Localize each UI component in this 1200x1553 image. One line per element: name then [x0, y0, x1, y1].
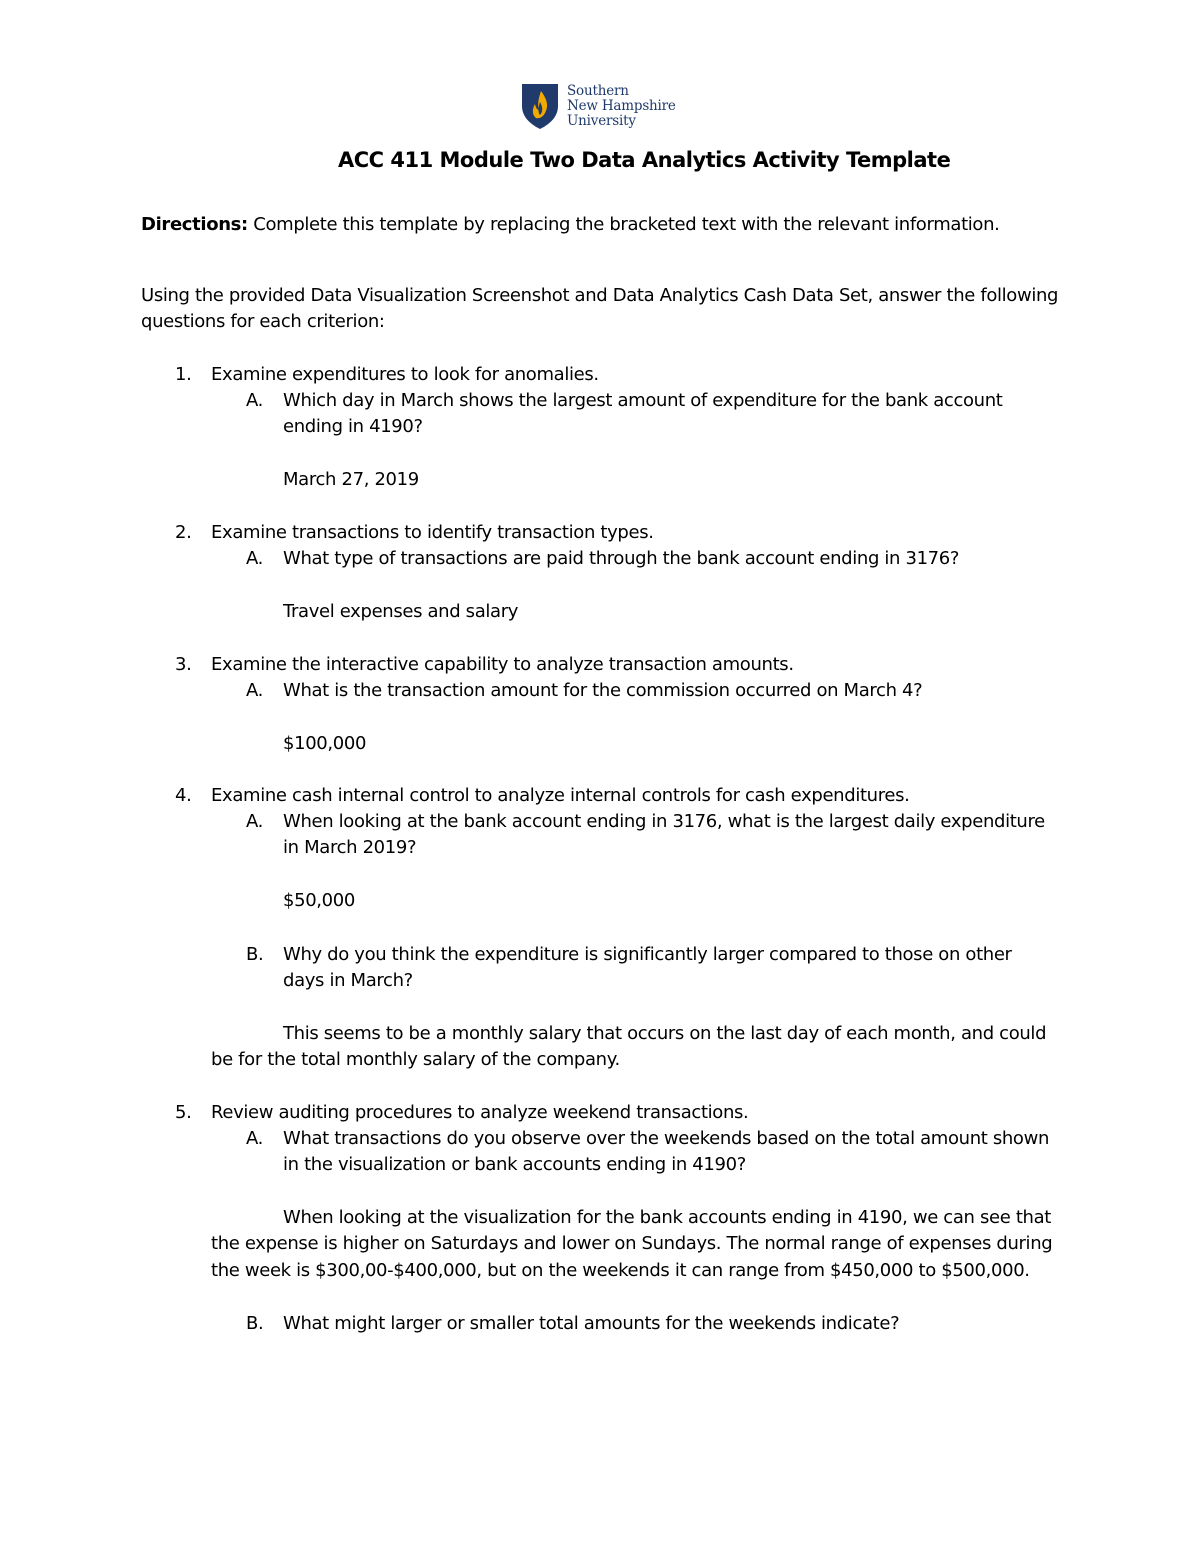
logo-wordmark — [567, 84, 676, 129]
item-number: 3. — [175, 654, 192, 675]
sub-letter: A. — [246, 1128, 264, 1149]
question-line: Which day in March shows the largest amount of expenditure for the bank account — [283, 390, 1003, 411]
item-text: Review auditing procedures to analyze weekend transactions. — [211, 1102, 749, 1123]
item-number: 2. — [175, 522, 192, 543]
intro-line-2: questions for each criterion: — [141, 311, 385, 332]
directions-label: Directions: — [141, 214, 248, 235]
sub-letter: B. — [246, 1313, 264, 1334]
question-line: in March 2019? — [283, 837, 417, 858]
answer-text: $50,000 — [283, 890, 355, 911]
flame-shield-icon — [520, 82, 560, 130]
answer-text: This seems to be a monthly salary that occurs on the last day of each month, and could — [283, 1023, 1047, 1044]
answer-text: March 27, 2019 — [283, 469, 419, 490]
sub-letter: A. — [246, 811, 264, 832]
item-number: 5. — [175, 1102, 192, 1123]
answer-text: Travel expenses and salary — [283, 601, 519, 622]
question-line: Why do you think the expenditure is significantly larger compared to those on other — [283, 944, 1012, 965]
item-text: Examine expenditures to look for anomalies. — [211, 364, 599, 385]
question-line: What transactions do you observe over the weekends based on the total amount shown — [283, 1128, 1050, 1149]
question-line: What is the transaction amount for the commission occurred on March 4? — [283, 680, 923, 701]
logo-line-3: University — [567, 113, 636, 129]
sub-letter: A. — [246, 548, 264, 569]
logo-line-1: Southern — [567, 83, 629, 99]
answer-text: $100,000 — [283, 733, 367, 754]
question-line: What type of transactions are paid through the bank account ending in 3176? — [283, 548, 960, 569]
question-line: When looking at the bank account ending in 3176, what is the largest daily expenditure — [283, 811, 1045, 832]
item-text: Examine transactions to identify transaction types. — [211, 522, 654, 543]
question-line: days in March? — [283, 970, 413, 991]
item-number: 4. — [175, 785, 192, 806]
answer-text: be for the total monthly salary of the company. — [211, 1049, 620, 1070]
sub-letter: B. — [246, 944, 264, 965]
question-line: in the visualization or bank accounts ending in 4190? — [283, 1154, 746, 1175]
item-text: Examine the interactive capability to analyze transaction amounts. — [211, 654, 794, 675]
logo-line-2: New Hampshire — [567, 98, 676, 114]
directions-paragraph — [141, 212, 1000, 238]
intro-line-1: Using the provided Data Visualization Screenshot and Data Analytics Cash Data Set, answer the following — [141, 285, 1059, 306]
question-line: What might larger or smaller total amounts for the weekends indicate? — [283, 1313, 900, 1334]
directions-text: Complete this template by replacing the bracketed text with the relevant information. — [253, 214, 1000, 235]
item-number: 1. — [175, 364, 192, 385]
item-text: Examine cash internal control to analyze internal controls for cash expenditures. — [211, 785, 910, 806]
question-line: ending in 4190? — [283, 416, 423, 437]
sub-letter: A. — [246, 680, 264, 701]
sub-letter: A. — [246, 390, 264, 411]
answer-text: the expense is higher on Saturdays and lower on Sundays. The normal range of expenses during — [211, 1233, 1053, 1254]
document-title: ACC 411 Module Two Data Analytics Activity Template — [338, 148, 951, 172]
answer-text: When looking at the visualization for the bank accounts ending in 4190, we can see that — [283, 1207, 1051, 1228]
answer-text: the week is $300,00-$400,000, but on the weekends it can range from $450,000 to $500,000. — [211, 1260, 1030, 1281]
